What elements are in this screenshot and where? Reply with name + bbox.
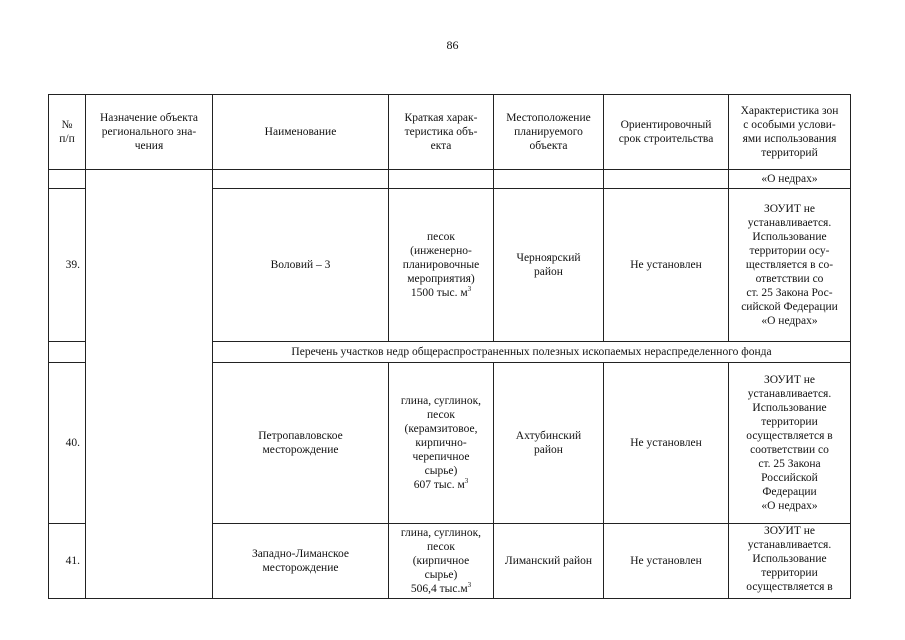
zone-characteristic: ЗОУИТ не устанавливается. Использование территории осу- ществляется в со- ответствии со ст. 25 Закона Рос- сийской Федерации «О недрах» (729, 189, 851, 342)
section-heading: Перечень участков недр общераспространенных полезных ископаемых нераспределенного фонда (213, 342, 851, 363)
page-number: 86 (446, 38, 459, 52)
characteristic-text: глина, суглинок, песок (кирпичное сырье) (400, 527, 482, 581)
header-term: Ориентировочный срок строительства (604, 95, 729, 170)
header-purpose: Назначение объекта регионального зна- чения (86, 95, 213, 170)
volume-value: 607 тыс. $м^3$ (413, 477, 469, 491)
objects-table (48, 94, 851, 599)
object-location: Лиманский район (494, 524, 604, 599)
construction-term: Не установлен (604, 363, 729, 524)
zone-characteristic: ЗОУИТ не устанавливается. Использование территории осуществляется в (729, 524, 851, 599)
header-zone: Характеристика зон с особыми услови- ями использования территорий (729, 95, 851, 170)
characteristic-text: глина, суглинок, песок (керамзитовое, кирпично- черепичное сырье) (400, 395, 482, 477)
table-cell (49, 170, 86, 189)
table-cell (604, 170, 729, 189)
object-name: Петропавловское месторождение (213, 363, 389, 524)
volume-value: 506,4 $тыс.м^3$ (410, 581, 472, 595)
construction-term: Не установлен (604, 189, 729, 342)
object-characteristic (389, 524, 494, 599)
object-location: Ахтубинский район (494, 363, 604, 524)
header-name: Наименование (213, 95, 389, 170)
table-header-row (49, 95, 851, 170)
characteristic-text: песок (инженерно- планировочные мероприятия) (402, 231, 480, 285)
table-row-continuation (49, 170, 851, 189)
zone-characteristic: ЗОУИТ не устанавливается. Использование территории осуществляется в соответствии со ст. 25 Закона Российской Федерации «О недрах» (729, 363, 851, 524)
header-number: № п/п (49, 95, 86, 170)
row-number: 39. (49, 189, 86, 342)
purpose-merged-cell (86, 170, 213, 599)
object-name: Воловий – 3 (213, 189, 389, 342)
construction-term: Не установлен (604, 524, 729, 599)
table-cell (389, 170, 494, 189)
object-characteristic (389, 189, 494, 342)
table-cell (49, 342, 86, 363)
object-name: Западно-Лиманское месторождение (213, 524, 389, 599)
header-location: Местоположение планируемого объекта (494, 95, 604, 170)
table-cell (213, 170, 389, 189)
volume-value: 1500 тыс. $м^3$ (410, 285, 472, 299)
table-cell (494, 170, 604, 189)
row-number: 41. (49, 524, 86, 599)
object-location: Черноярский район (494, 189, 604, 342)
row-number: 40. (49, 363, 86, 524)
zone-continuation-cell: «О недрах» (729, 170, 851, 189)
object-characteristic (389, 363, 494, 524)
header-characteristic: Краткая харак- теристика объ- екта (389, 95, 494, 170)
